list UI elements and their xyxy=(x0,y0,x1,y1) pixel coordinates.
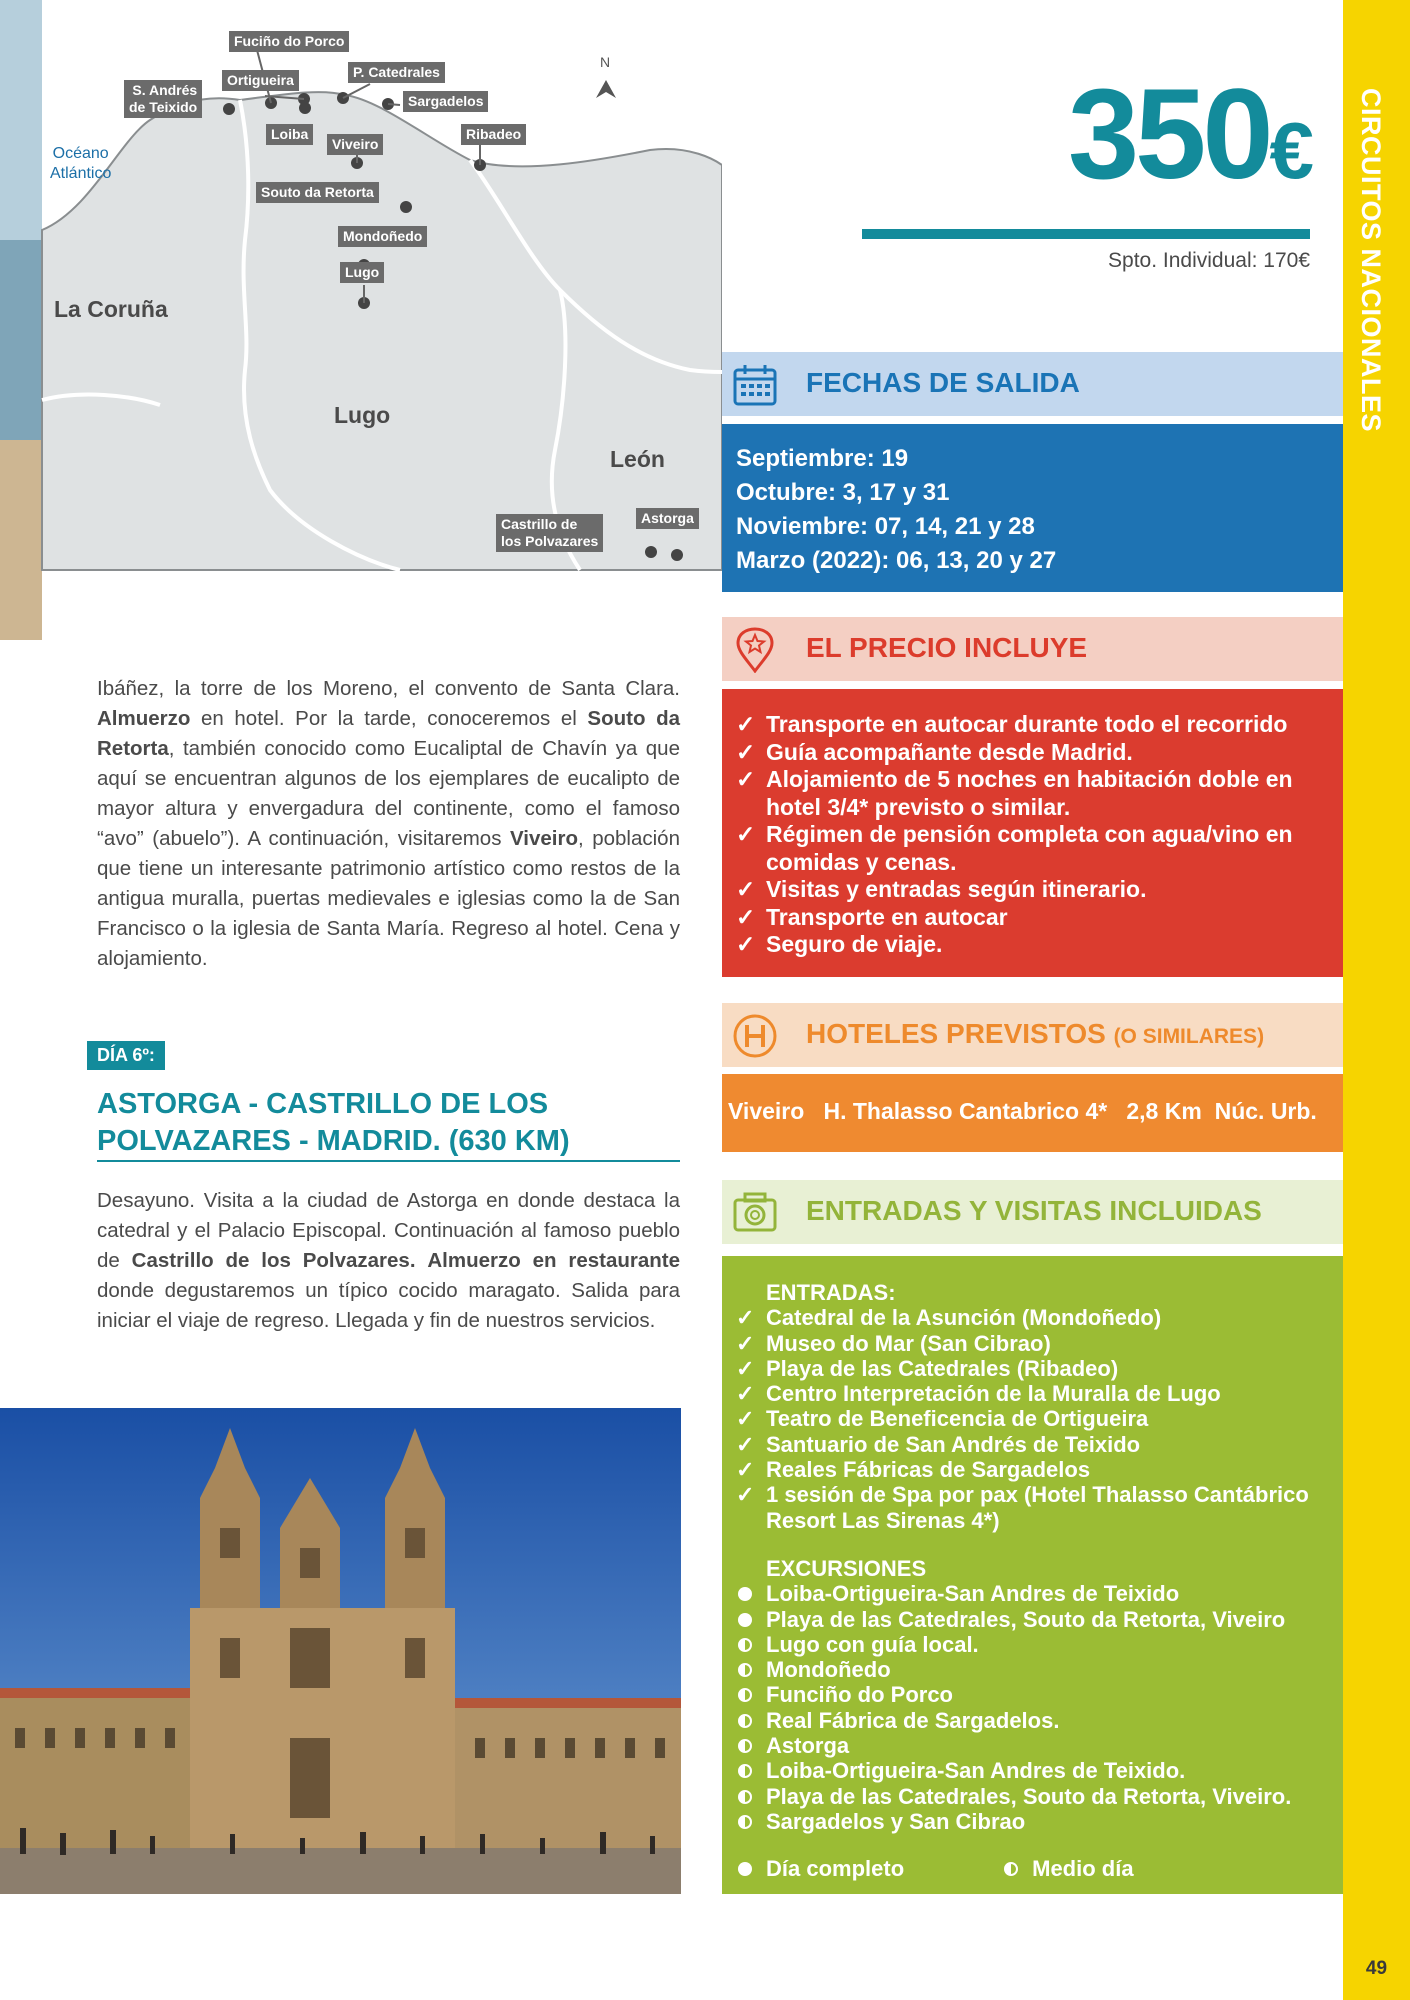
hoteles-title-main: HOTELES PREVISTOS xyxy=(806,1018,1106,1049)
text-bold: Souto da Retorta xyxy=(97,707,681,760)
day6-paragraph xyxy=(97,1186,680,1336)
text-run: Ibáñez, la torre de los Moreno, el convento de Santa Clara. xyxy=(97,677,680,700)
fecha-item: Octubre: 3, 17 y 31 xyxy=(736,479,950,506)
price xyxy=(1020,60,1310,226)
incluye-item: ✓ Transporte en autocar xyxy=(736,904,1336,932)
price-rule xyxy=(862,229,1310,239)
incluye-item: ✓ Régimen de pensión completa con agua/vino en comidas y cenas. xyxy=(736,821,1336,876)
entrada-item: ✓ 1 sesión de Spa por pax (Hotel Thalasso Cantábrico Resort Las Sirenas 4*) xyxy=(736,1482,1336,1533)
entrada-item: ✓ Catedral de la Asunción (Mondoñedo) xyxy=(736,1305,1336,1330)
text-run: en hotel. Por la tarde, conoceremos el xyxy=(190,707,588,730)
text-run: donde degustaremos un típico cocido maragato. Salida para iniciar el viaje de regreso. Llegada y fin de nuestros servicios. xyxy=(97,1279,680,1332)
camera-icon xyxy=(732,1190,778,1236)
incluye-item: ✓ Transporte en autocar durante todo el recorrido xyxy=(736,711,1336,739)
incluye-title: EL PRECIO INCLUYE xyxy=(806,632,1088,663)
map-label-catedrales: P. Catedrales xyxy=(348,62,445,83)
map-ocean-label: Océano Atlántico xyxy=(50,145,112,182)
text-bold: Almuerzo xyxy=(97,707,191,730)
map-label-viveiro: Viveiro xyxy=(327,134,383,155)
location-star-icon xyxy=(732,627,778,673)
incluye-header xyxy=(722,617,1343,681)
incluye-item: ✓ Alojamiento de 5 noches en habitación doble en hotel 3/4* previsto o similar. xyxy=(736,766,1336,821)
entradas-title: ENTRADAS Y VISITAS INCLUIDAS xyxy=(806,1195,1262,1226)
cathedral-photo xyxy=(0,1408,681,1894)
entrada-item: ✓ Teatro de Beneficencia de Ortigueira xyxy=(736,1406,1336,1431)
entradas-header xyxy=(722,1180,1343,1244)
map-label-castrillo: Castrillo de los Polvazares xyxy=(496,514,603,552)
land-area xyxy=(42,92,722,570)
incluye-item: ✓ Guía acompañante desde Madrid. xyxy=(736,739,1336,767)
fecha-item: Septiembre: 19 xyxy=(736,445,909,472)
price-amount: 350 xyxy=(1067,63,1270,206)
entrada-item: ✓ Reales Fábricas de Sargadelos xyxy=(736,1457,1336,1482)
price-currency: € xyxy=(1269,106,1310,195)
hotel-icon xyxy=(732,1013,778,1059)
map-region-leon: León xyxy=(610,446,665,472)
excursion-item: Playa de las Catedrales, Souto da Retorta, Viveiro xyxy=(736,1607,1336,1632)
map-label-lugo-city: Lugo xyxy=(340,262,384,283)
excursion-item: Mondoñedo xyxy=(736,1657,1336,1682)
fechas-body xyxy=(722,424,1343,592)
map-region-lugo: Lugo xyxy=(334,402,391,428)
hoteles-body xyxy=(722,1074,1343,1152)
day6-title-rule xyxy=(97,1160,680,1162)
fecha-item: Noviembre: 07, 14, 21 y 28 xyxy=(736,513,1035,540)
entrada-item: ✓ Centro Interpretación de la Muralla de Lugo xyxy=(736,1381,1336,1406)
section-title-vertical: CIRCUITOS NACIONALES xyxy=(1356,88,1386,433)
fechas-header xyxy=(722,352,1343,416)
day5-paragraph xyxy=(97,674,680,974)
page-number: 49 xyxy=(1365,1958,1388,1979)
entradas-body xyxy=(722,1256,1343,1894)
excursion-item: Loiba-Ortigueira-San Andres de Teixido xyxy=(736,1581,1336,1606)
text-run: , población que tiene un interesante patrimonio artístico como restos de la antigua muralla, puertas medievales e iglesias como la de San Francisco o la iglesia de Santa María. Regreso al hotel. Cena y alojamiento. xyxy=(97,827,680,970)
legend-half-day: Medio día xyxy=(1002,1856,1133,1881)
text-bold: Castrillo de los Polvazares. xyxy=(131,1249,416,1272)
excursion-item: Sargadelos y San Cibrao xyxy=(736,1809,1336,1834)
map-label-mondonedo: Mondoñedo xyxy=(338,226,427,247)
map-region-coruna: La Coruña xyxy=(54,296,168,322)
entradas-heading: ENTRADAS: xyxy=(766,1280,896,1305)
excursion-item: Playa de las Catedrales, Souto da Retorta, Viveiro. xyxy=(736,1784,1336,1809)
legend-full-day: Día completo xyxy=(736,1856,996,1881)
hotel-row: Viveiro H. Thalasso Cantabrico 4* 2,8 Km Núc. Urb. xyxy=(728,1098,1317,1124)
map-label-astorga: Astorga xyxy=(636,508,699,529)
text-bold: Almuerzo en restaurante xyxy=(427,1249,681,1272)
incluye-body xyxy=(722,689,1343,977)
map-label-fucino: Fuciño do Porco xyxy=(229,31,349,52)
map-label-ortigueira: Ortigueira xyxy=(222,70,299,91)
fecha-item: Marzo (2022): 06, 13, 20 y 27 xyxy=(736,547,1057,574)
map-label-ribadeo: Ribadeo xyxy=(461,124,526,145)
map-label-souto: Souto da Retorta xyxy=(256,182,379,203)
single-supplement: Spto. Individual: 170€ xyxy=(1108,249,1310,272)
excursion-item: Astorga xyxy=(736,1733,1336,1758)
hoteles-header xyxy=(722,1003,1343,1067)
excursiones-heading: EXCURSIONES xyxy=(766,1556,927,1581)
map-label-sargadelos: Sargadelos xyxy=(403,91,488,112)
text-run: , también conocido como Eucaliptal de Chavín ya que aquí se encuentran algunos de los ejemplares de eucalipto de mayor altura y envergadura del continente, como el famoso “avo” (abuelo”). A continuación, visitaremos xyxy=(97,737,680,850)
entrada-item: ✓ Playa de las Catedrales (Ribadeo) xyxy=(736,1356,1336,1381)
map-north-label: N xyxy=(600,54,611,70)
excursion-item: Loiba-Ortigueira-San Andres de Teixido. xyxy=(736,1758,1336,1783)
incluye-item: ✓ Visitas y entradas según itinerario. xyxy=(736,876,1336,904)
map-label-loiba: Loiba xyxy=(266,124,313,145)
day6-title: ASTORGA - CASTRILLO DE LOS POLVAZARES - MADRID. (630 KM) xyxy=(97,1088,570,1157)
calendar-icon xyxy=(732,362,778,408)
entrada-item: ✓ Museo do Mar (San Cibrao) xyxy=(736,1331,1336,1356)
text-bold: Viveiro xyxy=(509,827,578,850)
excursion-item: Real Fábrica de Sargadelos. xyxy=(736,1708,1336,1733)
fechas-title: FECHAS DE SALIDA xyxy=(806,367,1080,398)
day6-badge: DÍA 6º: xyxy=(87,1041,165,1070)
map-label-san-andres: S. Andrés de Teixido xyxy=(124,80,202,118)
excursion-item: Lugo con guía local. xyxy=(736,1632,1336,1657)
hoteles-title-sub: (O SIMILARES) xyxy=(1113,1025,1265,1048)
entrada-item: ✓ Santuario de San Andrés de Teixido xyxy=(736,1432,1336,1457)
hoteles-title xyxy=(806,1018,1264,1050)
text-run: Desayuno. Visita a la ciudad de Astorga en donde destaca la catedral y el Palacio Episcopal. Continuación al famoso pueblo de xyxy=(97,1189,680,1272)
incluye-item: ✓ Seguro de viaje. xyxy=(736,931,1336,959)
excursion-item: Funciño do Porco xyxy=(736,1682,1336,1707)
